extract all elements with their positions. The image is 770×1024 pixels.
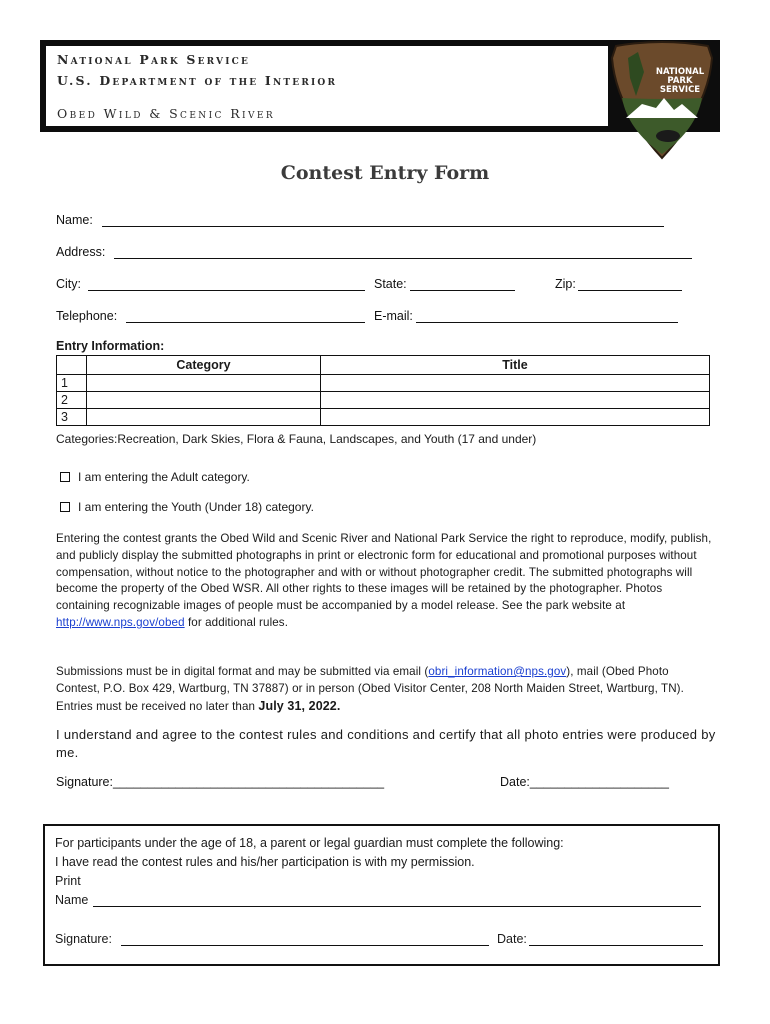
header-park: Obed Wild & Scenic River	[57, 106, 276, 121]
guardian-signature-label: Signature:	[55, 932, 112, 946]
city-label: City:	[56, 277, 81, 291]
logo-text-park: PARK	[667, 76, 693, 86]
entry-information-label: Entry Information:	[56, 339, 165, 353]
participant-date-row	[500, 775, 669, 789]
title-cell[interactable]	[321, 375, 710, 392]
address-field[interactable]	[114, 258, 692, 259]
submissions-paragraph	[56, 664, 716, 715]
guardian-name-label: Name	[55, 893, 89, 907]
city-field[interactable]	[88, 290, 365, 291]
logo-text-national: NATIONAL	[655, 67, 705, 77]
zip-label: Zip:	[555, 277, 576, 291]
agreement-statement: I understand and agree to the contest rules and conditions and certify that all photo entries were produced by me.	[56, 727, 716, 760]
guardian-name-field[interactable]	[93, 906, 701, 907]
table-row	[57, 375, 710, 392]
title-cell[interactable]	[321, 392, 710, 409]
guardian-date-field[interactable]	[529, 945, 703, 946]
category-cell[interactable]	[87, 409, 321, 426]
participant-signature-row	[56, 775, 384, 789]
adult-checkbox[interactable]	[60, 472, 70, 482]
date-line[interactable]: ____________________	[529, 775, 669, 789]
guardian-consent-box	[43, 824, 720, 966]
state-label: State:	[374, 277, 407, 291]
signature-line[interactable]: _______________________________________	[112, 775, 385, 789]
guardian-instruction: For participants under the age of 18, a parent or legal guardian must complete the following:	[55, 836, 564, 850]
header-text-panel	[46, 46, 608, 126]
guardian-permission-statement: I have read the contest rules and his/her participation is with my permission.	[55, 855, 475, 869]
email-field[interactable]	[416, 322, 678, 323]
categories-list: Recreation, Dark Skies, Flora & Fauna, Landscapes, and Youth (17 and under)	[117, 432, 537, 446]
guardian-date-label: Date:	[497, 932, 527, 946]
rights-paragraph	[56, 531, 716, 632]
table-header-number	[57, 356, 87, 375]
title-cell[interactable]	[321, 409, 710, 426]
name-label: Name:	[56, 213, 93, 227]
table-header-title: Title	[321, 356, 710, 375]
telephone-label: Telephone:	[56, 309, 118, 323]
youth-checkbox-label: I am entering the Youth (Under 18) category.	[78, 500, 314, 514]
adult-category-option[interactable]	[60, 470, 250, 484]
submissions-text: Submissions must be in digital format and may be submitted via email (	[56, 665, 429, 678]
header-agency: National Park Service	[57, 52, 251, 67]
category-cell[interactable]	[87, 375, 321, 392]
row-number: 2	[57, 392, 87, 409]
telephone-field[interactable]	[126, 322, 365, 323]
name-field[interactable]	[102, 226, 664, 227]
rights-suffix: for additional rules.	[187, 615, 289, 629]
guardian-print-label: Print	[55, 874, 81, 888]
state-field[interactable]	[410, 290, 515, 291]
categories-note	[56, 432, 536, 446]
contact-email-link[interactable]: obri_information@nps.gov	[428, 665, 567, 678]
table-row	[57, 392, 710, 409]
adult-checkbox-label: I am entering the Adult category.	[78, 470, 250, 484]
guardian-signature-field[interactable]	[121, 945, 489, 946]
row-number: 3	[57, 409, 87, 426]
header-department: U.S. Department of the Interior	[57, 73, 338, 88]
category-cell[interactable]	[87, 392, 321, 409]
page-title: Contest Entry Form	[280, 162, 490, 184]
date-label: Date:	[500, 775, 530, 789]
youth-checkbox[interactable]	[60, 502, 70, 512]
deadline-date: July 31, 2022.	[258, 698, 341, 713]
logo-text-service: SERVICE	[659, 85, 701, 95]
nps-website-link[interactable]: http://www.nps.gov/obed	[56, 615, 185, 629]
address-label: Address:	[56, 245, 106, 259]
table-header-category: Category	[87, 356, 321, 375]
entry-table	[56, 355, 710, 426]
signature-label: Signature:	[56, 775, 113, 789]
youth-category-option[interactable]	[60, 500, 314, 514]
submissions-text-continued: ), mail (Obed Photo Contest, P.O. Box 429, Wartburg, TN 37887) or in person (Obed Visitor Center, 208 North Maiden Street, Wartburg, TN). Entries must be received no later than	[56, 665, 684, 713]
zip-field[interactable]	[578, 290, 682, 291]
email-label: E-mail:	[374, 309, 413, 323]
row-number: 1	[57, 375, 87, 392]
nps-arrowhead-logo-icon	[608, 38, 716, 162]
categories-prefix: Categories:	[56, 432, 118, 446]
rights-text: Entering the contest grants the Obed Wild and Scenic River and National Park Service the right to reproduce, modify, publish, and publicly display the submitted photographs in print or electronic form for educational and promotional purposes without compensation, without notice to the photographer and with or without photographer credit. The submitted photographs will become the property of the Obed WSR. All other rights to these images will be retained by the photographer. Photos containing recognizable images of people must be accompanied by a model release. See the park website at	[56, 532, 712, 613]
table-row	[57, 409, 710, 426]
